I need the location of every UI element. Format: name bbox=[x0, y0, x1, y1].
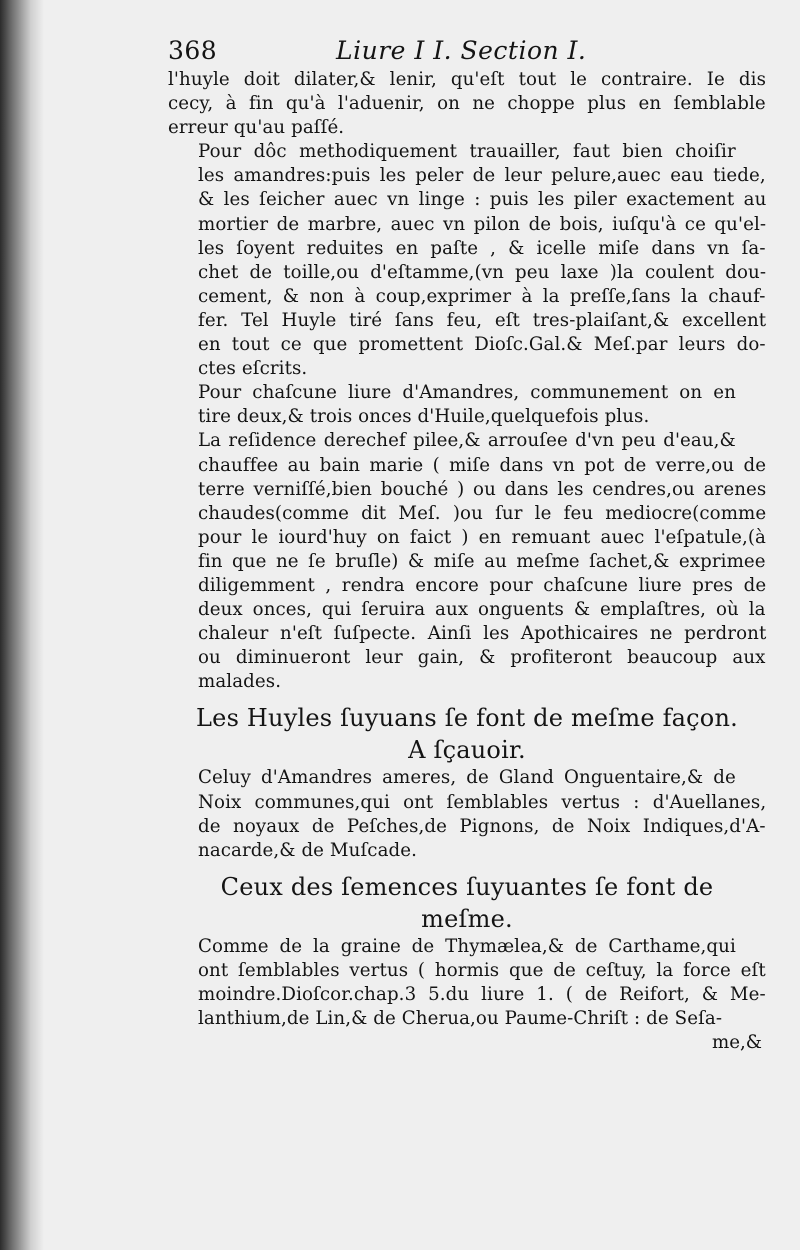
paragraph-4 bbox=[168, 766, 766, 862]
heading-1-line-2: A ſçauoir. bbox=[408, 736, 526, 765]
text-line: terre verniſſé,bien bouché ) ou dans les cendres,ou arenes bbox=[198, 478, 767, 500]
text-line: en tout ce que promettent Dioſc.Gal.& Meſ.par leurs do- bbox=[198, 334, 766, 356]
section-heading-1 bbox=[168, 702, 766, 766]
text-line: de noyaux de Peſches,de Pignons, de Noix Indiques,d'A- bbox=[198, 815, 766, 837]
text-line: chaudes(comme dit Meſ. )ou ſur le feu mediocre(comme bbox=[198, 502, 767, 524]
text-line: cecy, à fin qu'à l'aduenir, on ne choppe plus en ſemblable bbox=[168, 93, 766, 115]
text-line: ou diminueront leur gain, & profiteront beaucoup aux bbox=[198, 647, 766, 669]
text-line: La reſidence derechef pilee,& arrouſee d'vn peu d'eau,& bbox=[198, 430, 736, 452]
text-line: Celuy d'Amandres ameres, de Gland Onguentaire,& de bbox=[198, 767, 736, 789]
page-header bbox=[168, 34, 766, 68]
text-line: mortier de marbre, auec vn pilon de bois, iuſqu'à ce qu'el- bbox=[198, 213, 767, 235]
text-line: Comme de la graine de Thymælea,& de Carthame,qui bbox=[198, 935, 736, 957]
text-line: malades. bbox=[198, 671, 282, 693]
text-line: Noix communes,qui ont ſemblables vertus : d'Auellanes, bbox=[198, 791, 767, 813]
text-line: diligemment , rendra encore pour chaſcune liure pres de bbox=[198, 574, 767, 596]
paragraph-3 bbox=[168, 429, 766, 694]
text-line: moindre.Dioſcor.chap.3 5.du liure 1. ( de Reifort, & Me- bbox=[198, 984, 766, 1005]
text-line: fin que ne ſe bruſle) & miſe au meſme ſachet,& exprimee bbox=[198, 550, 766, 572]
page-gutter-shadow bbox=[0, 0, 44, 1250]
text-line: nacarde,& de Muſcade. bbox=[198, 839, 418, 861]
text-line: les amandres:puis les peler de leur pelure,auec eau tiede, bbox=[198, 165, 766, 187]
text-line: Pour dôc methodiquement trauailler, faut bien choiſir bbox=[198, 141, 736, 163]
paragraph-0 bbox=[168, 68, 766, 140]
paragraph-1 bbox=[168, 140, 766, 381]
text-line: deux onces, qui ſeruira aux onguents & emplaſtres, où la bbox=[198, 599, 766, 621]
page-number: 368 bbox=[168, 36, 218, 65]
text-line: cement, & non à coup,exprimer à la preſſe,ſans la chauf- bbox=[198, 285, 766, 307]
text-line: chet de toille,ou d'eſtamme,(vn peu laxe )la coulent dou- bbox=[198, 261, 767, 283]
text-line: les ſoyent reduites en paſte , & icelle miſe dans vn ſa- bbox=[198, 237, 766, 259]
text-line: fer. Tel Huyle tiré ſans feu, eſt tres-plaiſant,& excellent bbox=[198, 309, 767, 331]
heading-2-line-2: meſme. bbox=[421, 904, 513, 933]
text-line: chaleur n'eſt ſuſpecte. Ainſi les Apothicaires ne perdront bbox=[198, 623, 767, 645]
text-line: pour le iourd'huy on faict ) en remuant auec l'eſpatule,(à bbox=[198, 526, 766, 548]
text-block bbox=[168, 34, 766, 1055]
text-line: ont ſemblables vertus ( hormis que de ceſtuy, la force eſt bbox=[198, 959, 766, 981]
text-line: ctes eſcrits. bbox=[198, 358, 308, 380]
heading-2-line-1: Ceux des ſemences ſuyuantes ſe font de bbox=[220, 872, 714, 901]
paragraph-5 bbox=[168, 935, 766, 1031]
text-line: lanthium,de Lin,& de Cherua,ou Paume-Chriſt : de Seſa- bbox=[198, 1008, 723, 1030]
text-line: tire deux,& trois onces d'Huile,quelquefois plus. bbox=[198, 406, 650, 428]
section-heading-2 bbox=[168, 871, 766, 935]
paragraph-2 bbox=[168, 381, 766, 429]
running-title: Liure I I. Section I. bbox=[336, 36, 587, 65]
text-line: & les ſeicher auec vn linge : puis les piler exactement au bbox=[198, 189, 767, 211]
catchword: me,& bbox=[712, 1032, 762, 1054]
text-line: l'huyle doit dilater,& lenir, qu'eſt tout le contraire. Ie dis bbox=[168, 69, 767, 90]
text-line: Pour chaſcune liure d'Amandres, communement on en bbox=[198, 382, 736, 404]
text-line: chauffee au bain marie ( miſe dans vn pot de verre,ou de bbox=[198, 454, 767, 476]
heading-1-line-1: Les Huyles ſuyuans ſe font de meſme façon. bbox=[196, 704, 738, 733]
text-line: erreur qu'au paſſé. bbox=[168, 117, 345, 139]
